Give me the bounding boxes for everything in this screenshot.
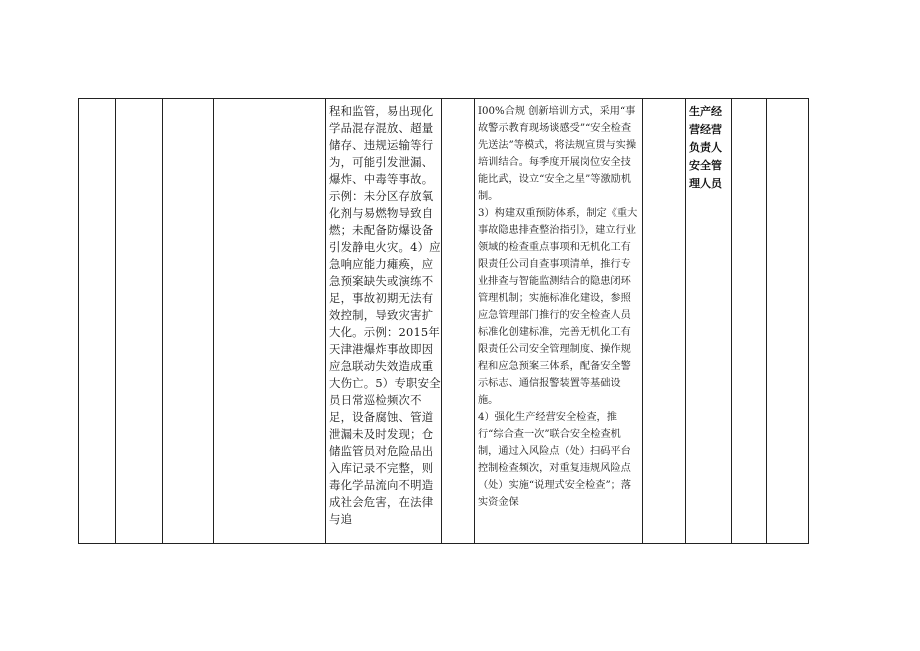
column-divider xyxy=(766,99,767,543)
column-divider xyxy=(731,99,732,543)
responsible-person-cell xyxy=(689,103,729,193)
column-divider xyxy=(642,99,643,543)
measure-paragraph-3: 4）强化生产经营安全检查，推行“综合查一次”联合安全检查机制，通过入风险点（处）扫码平台控制检查频次，对重复违规风险点（处）实施“说理式安全检查”；落实资金保 xyxy=(478,412,632,508)
column-divider xyxy=(325,99,326,543)
measure-paragraph-1: I00%合规 创新培训方式，采用“事故警示教育现场谈感受”“安全检查先送法”等模式，将法规宣贯与实操培训结合。每季度开展岗位安全技能比武，设立“安全之星”等激励机制。 xyxy=(478,106,637,202)
column-divider xyxy=(474,99,475,543)
column-divider xyxy=(115,99,116,543)
column-divider xyxy=(441,99,442,543)
column-divider xyxy=(213,99,214,543)
column-divider xyxy=(685,99,686,543)
responsible-person-text: 生产经营经营负责人安全管理人员 xyxy=(689,105,722,190)
risk-control-table xyxy=(78,98,809,544)
risk-description-text: 程和监管，易出现化学品混存混放、超量储存、违规运输等行为，可能引发泄漏、爆炸、中毒等事故。示例：未分区存放氧化剂与易燃物导致自燃；未配备防爆设备引发静电火灾。4）应急响应能力瘫痪，应急预案缺失或演练不足，事故初期无法有效控制，导致灾害扩大化。示例：2015年天津港爆炸事故即因应急联动失效造成重大伤亡。5）专职安全员日常巡检频次不足，设备腐蚀、管道泄漏未及时发现；仓储监管员对危险品出入库记录不完整，则毒化学品流向不明造成社会危害，在法律与追 xyxy=(329,104,441,526)
risk-description-cell xyxy=(329,103,441,528)
control-measures-cell xyxy=(478,103,640,511)
measure-paragraph-2: 3）构建双重预防体系，制定《重大事故隐患排查整治指引》，建立行业领域的检查重点事项和无机化工有限责任公司自查事项清单，推行专业排查与智能监测结合的隐患闭环管理机制；实施标准化建设，参照应急管理部门推行的安全检查人员标准化创建标准，完善无机化工有限责任公司安全管理制度、操作规程和应急预案三体系，配备安全警示标志、通信报警装置等基础设施。 xyxy=(478,208,638,406)
column-divider xyxy=(162,99,163,543)
